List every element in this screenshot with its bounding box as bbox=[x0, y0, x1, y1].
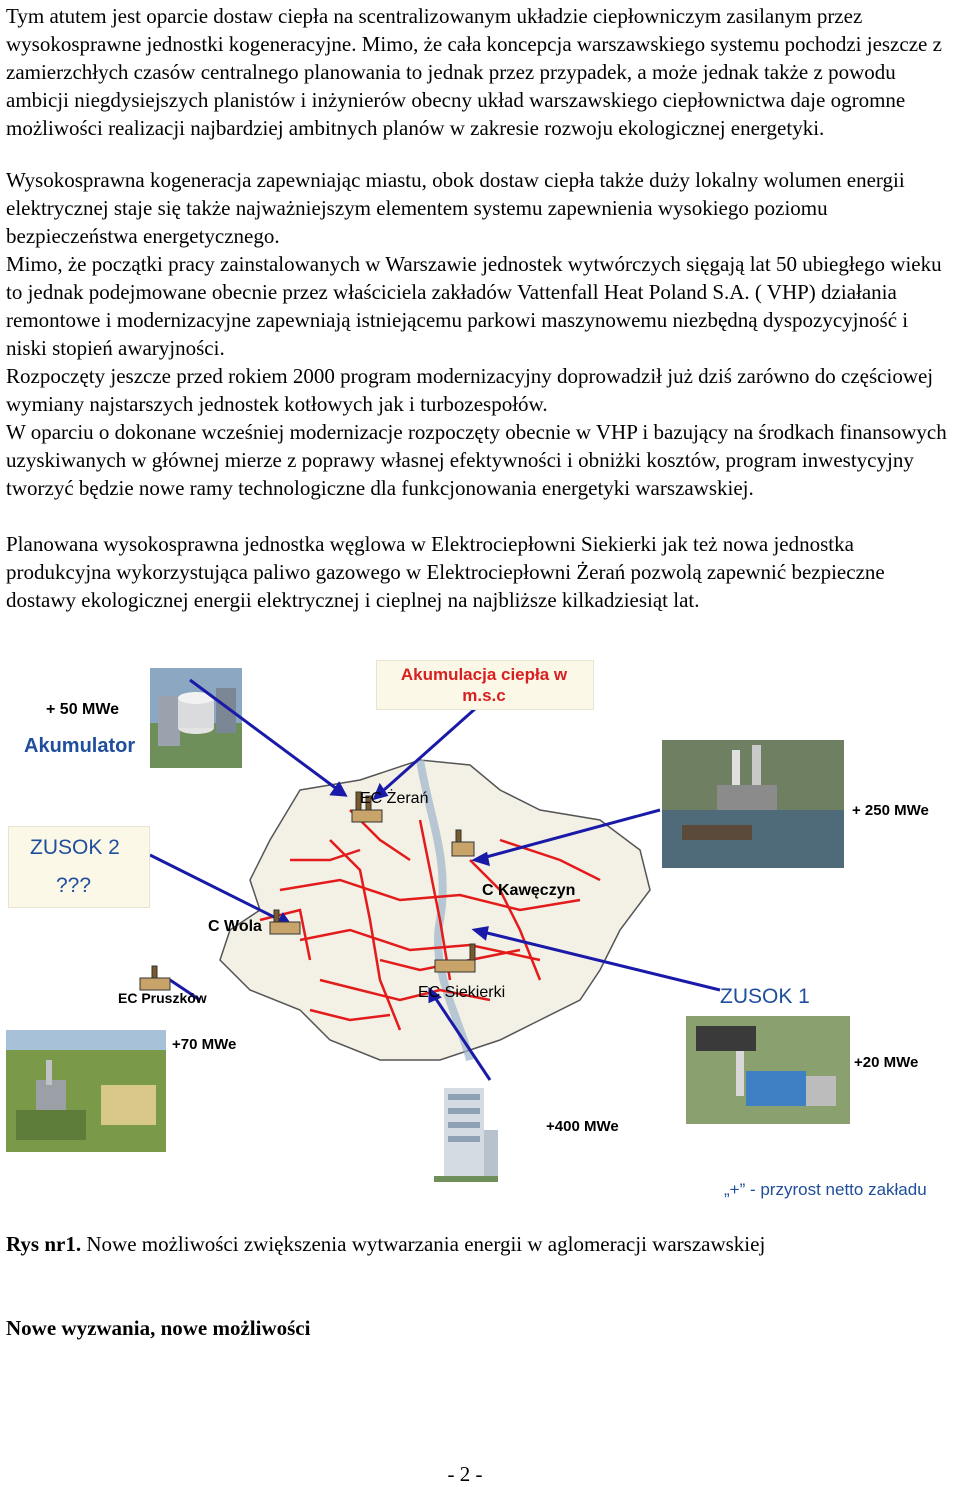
mwe-70-label: +70 MWe bbox=[172, 1036, 237, 1053]
akumulator-label: Akumulator bbox=[24, 735, 136, 757]
paragraph-6: Planowana wysokosprawna jednostka węglowa w Elektrociepłowni Siekierki jak też nowa jednostka produkcyjna wykorzystująca paliwo gazowego w Elektrociepłowni Żerań pozwolą zapewnić bezpieczne dostawy ekologicznej energii elektrycznej i cieplnej na najbliższe kilkadziesiąt lat. bbox=[6, 532, 885, 612]
mwe-400-label: +400 MWe bbox=[546, 1118, 619, 1135]
city-boundary bbox=[220, 760, 650, 1060]
c-wola-label: C Wola bbox=[208, 918, 262, 935]
zusok2-label: ZUSOK 2 bbox=[30, 836, 120, 859]
legend-note: „+” - przyrost netto zakładu bbox=[724, 1180, 927, 1199]
unknown-capacity-label: ??? bbox=[56, 874, 92, 897]
page-number: - 2 - bbox=[447, 1462, 483, 1486]
c-kaweczyn-label: C Kawęczyn bbox=[482, 882, 576, 899]
zusok1-label: ZUSOK 1 bbox=[720, 985, 810, 1008]
mwe-250-label: + 250 MWe bbox=[852, 802, 929, 819]
figure-caption bbox=[6, 1232, 765, 1257]
caption-prefix: Rys nr1. bbox=[6, 1232, 82, 1256]
mwe-20-label: +20 MWe bbox=[854, 1054, 919, 1071]
paragraph-3: Mimo, że początki pracy zainstalowanych w Warszawie jednostek wytwórczych sięgają lat 50 ubiegłego wieku to jednak podejmowane obecnie przez właściciela zakładów Vattenfall Heat Poland S.A. ( VHP) działania remontowe i modernizacyjne zapewniają istniejącemu parkowi maszynowemu niezbędną dyspozycyjność i niski stopień awaryjności. bbox=[6, 252, 942, 360]
paragraph-4: Rozpoczęty jeszcze przed rokiem 2000 program modernizacyjny doprowadził już dziś zarówno do częściowej wymiany najstarszych jednostek kotłowych jak i turbozespołów. bbox=[6, 364, 934, 416]
akumulacja-label: Akumulacja ciepła w m.s.c bbox=[400, 665, 568, 705]
mwe-50-label: + 50 MWe bbox=[46, 701, 120, 718]
ec-zeran-label: EC Żerań bbox=[360, 790, 429, 807]
paragraph-5: W oparciu o dokonane wcześniej modernizacje rozpoczęty obecnie w VHP i bazujący na środkach finansowych uzyskiwanych w głównej mierze z poprawy własnej efektywności i obniżki kosztów, program inwestycyjny tworzyć będzie nowe ramy technologiczne dla funkcjonowania energetyki warszawskiej. bbox=[6, 420, 947, 500]
paragraph-2: Wysokosprawna kogeneracja zapewniając miastu, obok dostaw ciepła także duży lokalny wolumen energii elektrycznej staje się także najważniejszym elementem systemu zapewnienia wysokiego poziomu bezpieczeństwa energetycznego. bbox=[6, 168, 905, 248]
section-heading: Nowe wyzwania, nowe możliwości bbox=[6, 1316, 311, 1340]
ec-siekierki-label: EC Siekierki bbox=[418, 984, 506, 1001]
ec-pruszkow-label: EC Pruszków bbox=[118, 990, 207, 1006]
caption-text: Nowe możliwości zwiększenia wytwarzania energii w aglomeracji warszawskiej bbox=[81, 1232, 766, 1256]
paragraph-1: Tym atutem jest oparcie dostaw ciepła na scentralizowanym układzie ciepłowniczym zasilanym przez wysokosprawne jednostki kogeneracyjne. Mimo, że cała koncepcja warszawskiego systemu pochodzi jeszcze z zamierzchłych czasów centralnego planowania to jednak przez przypadek, a może jednak także z powodu ambicji niegdysiejszych planistów i inżynierów obecny układ warszawskiego ciepłownictwa daje ogromne możliwości realizacji najbardziej ambitnych planów w zakresie rozwoju ekologicznej energetyki. bbox=[6, 4, 942, 140]
